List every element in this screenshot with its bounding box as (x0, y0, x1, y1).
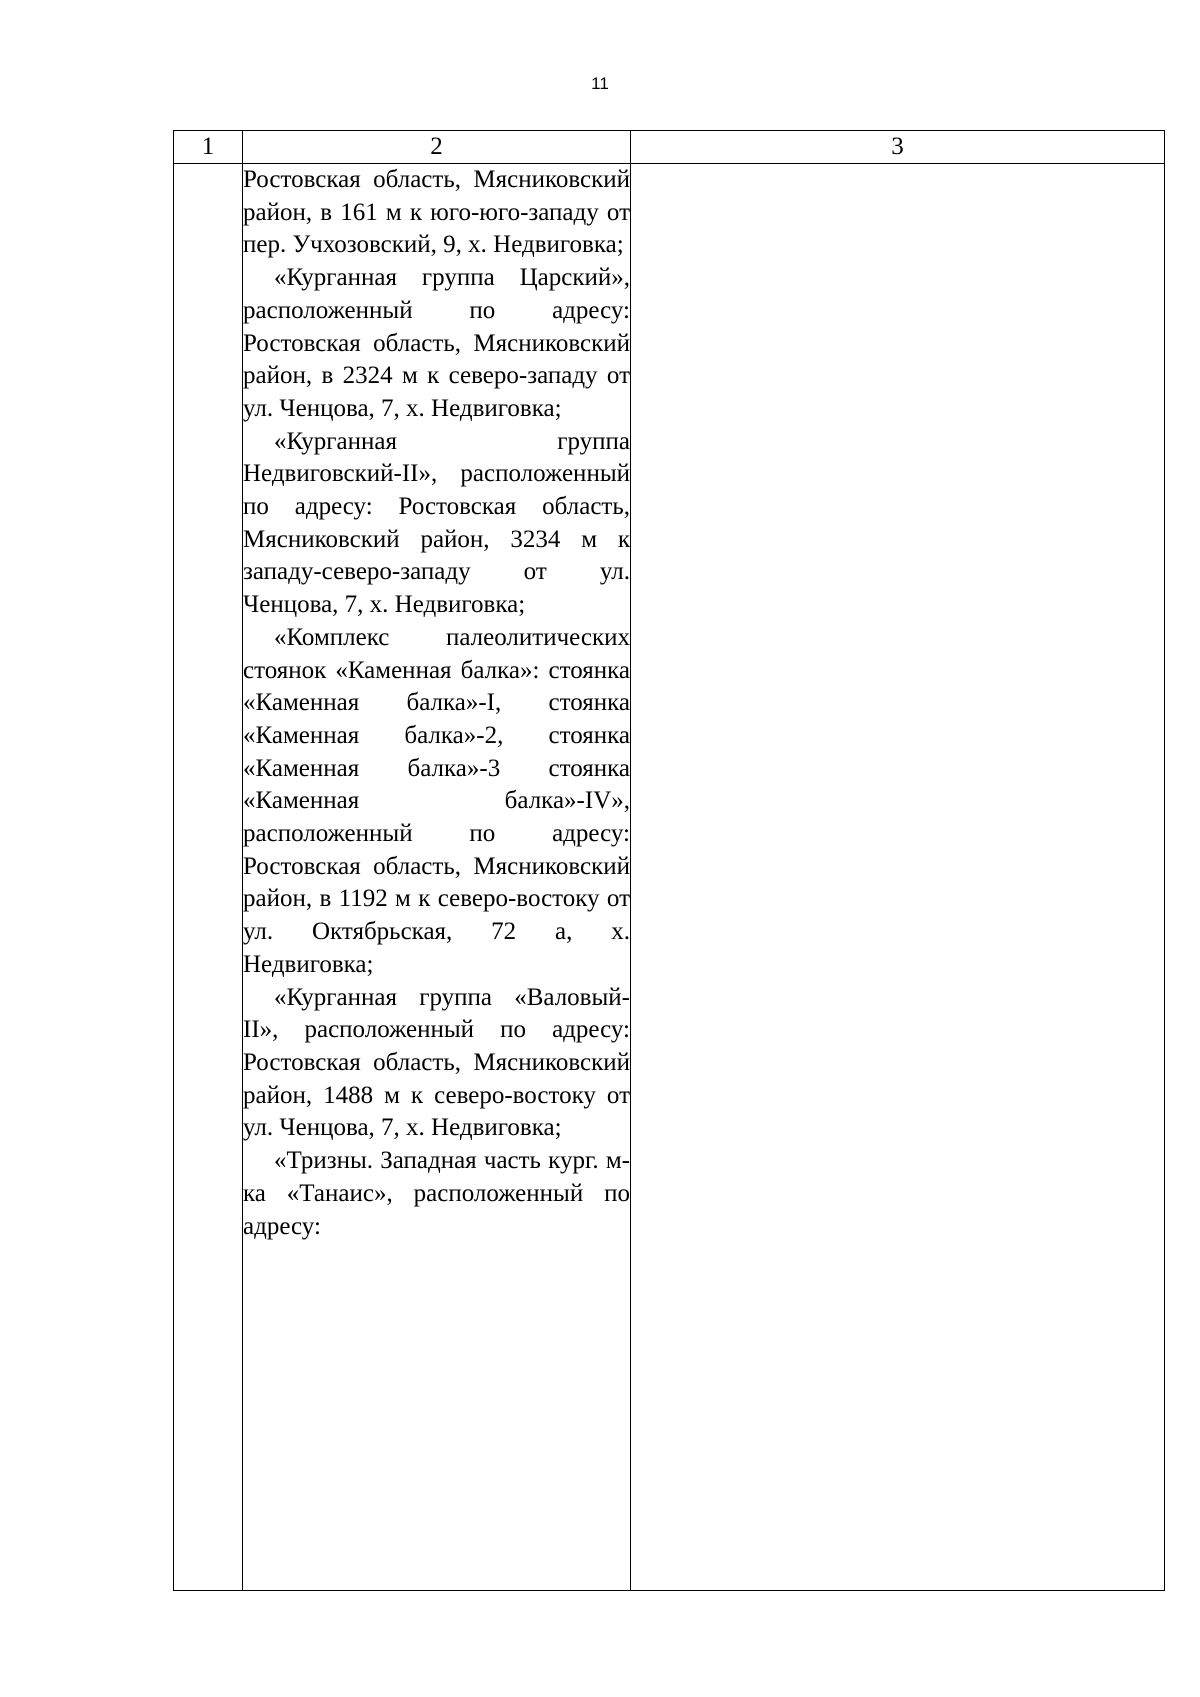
column-2-cell (243, 164, 631, 1591)
column-1-cell (174, 164, 243, 1591)
entry-3: «Курганная группа Недвиговский-II», расположенный по адресу: Ростовская область, Мясниковский район, 3234 м к западу-северо-западу от ул. Ченцова, 7, х. Недвиговка; (243, 427, 630, 619)
column-2-header: 2 (243, 131, 631, 164)
column-1-header: 1 (174, 131, 243, 164)
entry-4: «Комплекс палеолитических стоянок «Каменная балка»: стоянка «Каменная балка»-I, стоянка «Каменная балка»-2, стоянка «Каменная балка»-3 стоянка «Каменная балка»-IV», расположенный по адресу: Ростовская область, Мясниковский район, в 1192 м к северо-востоку от ул. Октябрьская, 72 а, х. Недвиговка; (243, 623, 630, 978)
entry-6: «Тризны. Западная часть кург. м-ка «Танаис», расположенный по адресу: (243, 1147, 630, 1240)
table-row (174, 164, 1165, 1591)
column-3-cell (631, 164, 1165, 1591)
page-number: 11 (591, 74, 609, 93)
entry-2: «Курганная группа Царский», расположенный по адресу: Ростовская область, Мясниковский район, в 2324 м к северо-западу от ул. Ченцова, 7, х. Недвиговка; (243, 264, 630, 422)
objects-table (173, 130, 1165, 1591)
entry-5: «Курганная группа «Валовый-II», расположенный по адресу: Ростовская область, Мясниковский район, 1488 м к северо-востоку от ул. Ченцова, 7, х. Недвиговка; (243, 983, 630, 1142)
column-3-header: 3 (631, 131, 1165, 164)
table-header-row (174, 131, 1165, 164)
entry-1: Ростовская область, Мясниковский район, в 161 м к юго-юго-западу от пер. Учхозовский, 9, х. Недвиговка; (243, 166, 630, 259)
